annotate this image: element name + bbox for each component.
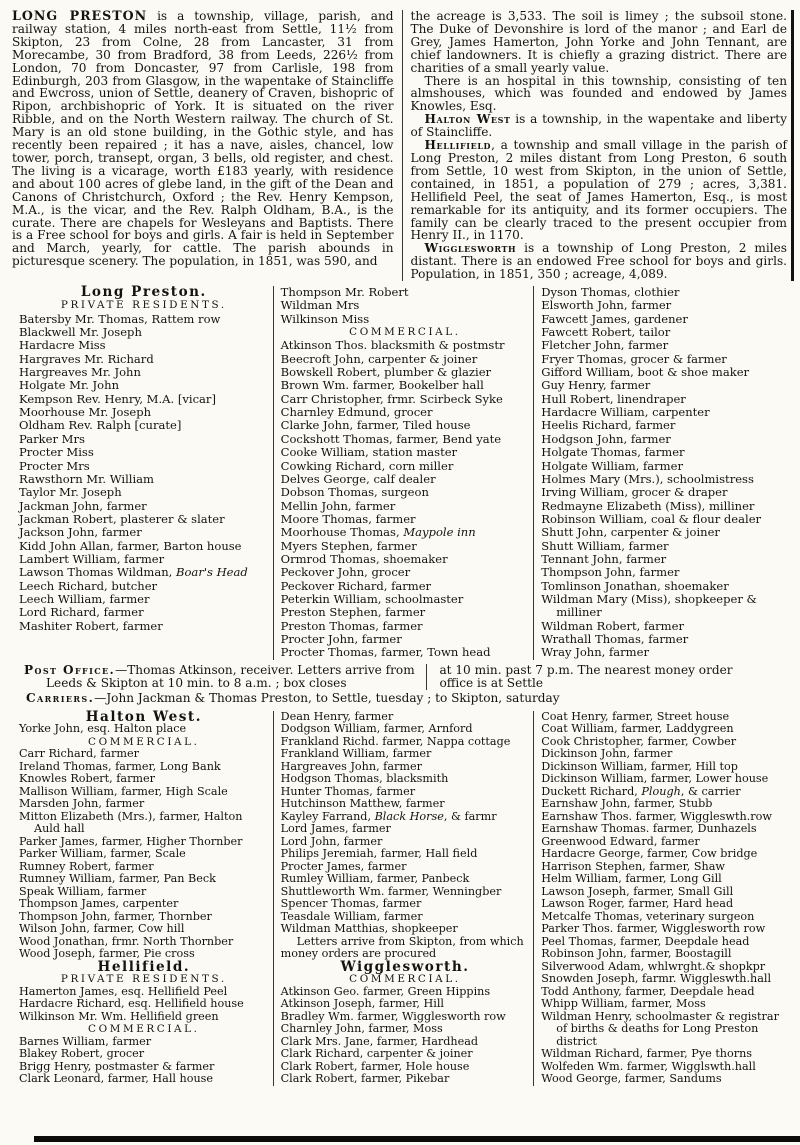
directory-entry: Heelis Richard, farmer [541,418,676,433]
directory-entry: Clark Robert, farmer, Hole house [280,1059,470,1073]
directory-entry: Earnshaw Thomas. farmer, Dunhazels [541,822,757,836]
directory-entry: Speak William, farmer [19,884,147,898]
directory-entry: Hunter Thomas, farmer [280,784,416,798]
directory-entry: Parker Thos. farmer, Wigglesworth row [541,922,766,936]
directory-entry: Wilkinson Miss [280,311,370,326]
directory-entry: Hamerton James, esq. Hellifield Peel [19,984,228,998]
directory-entry: Duckett Richard, Plough, & carrier [541,784,741,798]
carriers-section [12,692,794,705]
post-office-left [12,664,426,691]
directory-entry: Hardacre Miss [19,338,106,353]
directory-entry: Tennant John, farmer [541,551,667,566]
directory-entry: Wood Joseph, farmer, Pie cross [19,947,195,961]
directory-entry: Hutchinson Matthew, farmer [280,797,445,811]
directory-entry: Holgate Thomas, farmer [541,445,685,460]
directory-entry: Cockshott Thomas, farmer, Bend yate [280,431,502,446]
directory-entry: Wilson John, farmer, Cow hill [19,922,185,936]
section-title: Hellifield. [97,958,191,975]
directory-entry: Dyson Thomas, clothier [541,285,680,300]
directory-entry: Procter James, farmer [280,859,407,873]
directory-entry: Peckover Richard, farmer [280,578,432,593]
directory-entry: Dickinson William, farmer, Hill top [541,759,738,773]
directory-entry: Guy Henry, farmer [541,378,651,393]
section-title: Long Preston. [80,284,207,301]
directory-entry: Lambert William, farmer [19,551,165,566]
directory-column-6 [533,711,794,1086]
section-subtitle: PRIVATE RESIDENTS. [60,973,227,986]
directory-entry: Taylor Mr. Joseph [19,485,122,500]
directory-entry: Parker William, farmer, Scale [19,847,186,861]
directory-entry: Rumney Robert, farmer [19,859,154,873]
directory-entry: Wildman Mary (Miss), shopkeeper & milliner [541,591,757,620]
directory-entry: Shuttleworth Wm. farmer, Wenningber [280,884,502,898]
directory-entry: Knowles Robert, farmer [19,772,156,786]
directory-entry: Procter John, farmer [280,631,402,646]
directory-entry: Hardacre William, carpenter [541,405,710,420]
directory-entry: Spencer Thomas, farmer [280,897,422,911]
section-subtitle: COMMERCIAL. [349,326,461,339]
directory-entry: Atkinson Geo. farmer, Green Hippins [280,984,491,998]
directory-entry: Hull Robert, linendraper [541,391,686,406]
directory-entry: Wildman Matthias, shopkeeper [280,922,458,936]
directory-entry: Tomlinson Jonathan, shoemaker [541,578,729,593]
directory-entry: Hargreaves Mr. John [19,365,141,380]
townships-directory [12,708,794,1086]
section-subtitle: COMMERCIAL. [88,1023,200,1036]
directory-entry: Clark Robert, farmer, Pikebar [280,1072,450,1086]
directory-entry: Frankland Richd. farmer, Nappa cottage [280,734,511,748]
directory-entry: Dodgson William, farmer, Arnford [280,722,473,736]
directory-entry: Procter Miss [19,445,94,460]
directory-entry: Hardacre George, farmer, Cow bridge [541,847,758,861]
directory-entry: Myers Stephen, farmer [280,538,417,553]
directory-entry: Preston Stephen, farmer [280,605,426,620]
directory-entry: Clarke John, farmer, Tiled house [280,418,471,433]
directory-entry: Wolfeden Wm. farmer, Wigglswth.hall [541,1059,756,1073]
paragraph-lead: Hellifield [424,138,492,153]
directory-entry: Coat William, farmer, Laddygreen [541,722,734,736]
directory-entry: Fletcher John, farmer [541,338,669,353]
directory-entry: Clark Mrs. Jane, farmer, Hardhead [280,1034,479,1048]
directory-entry: Dean Henry, farmer [280,709,394,723]
directory-entry: Peckover John, grocer [280,565,411,580]
directory-entry: Shutt William, farmer [541,538,669,553]
directory-entry: Parker James, farmer, Higher Thornber [19,834,243,848]
directory-entry: Lawson Joseph, farmer, Small Gill [541,884,734,898]
directory-entry: Beecroft John, carpenter & joiner [280,351,478,366]
directory-entry: Thompson John, farmer, Thornber [19,909,212,923]
carriers-label: Carriers. [26,691,95,706]
directory-entry: Metcalfe Thomas, veterinary surgeon [541,909,755,923]
directory-entry: Frankland William, farmer [280,747,432,761]
directory-entry: Wildman Henry, schoolmaster & registrar of births & deaths for Long Preston district [541,1009,779,1048]
post-office-left-text: —Thomas Atkinson, receiver. Letters arrive from Leeds & Skipton at 10 min. to 8 a.m. ; box closes [46,662,415,690]
directory-entry: Rawsthorn Mr. William [19,471,154,486]
paragraph: Halton West is a township, in the wapentake and liberty of Staincliffe. [410,112,787,140]
paragraph: the acreage is 3,533. The soil is limey ; the subsoil stone. The Duke of Devonshire is lord of the manor ; and Earl de Grey, James Hamerton, John Yorke and John Tennant, are chief landowners. It is chiefly a grazing district. There are charities of a small yearly value. [410,9,787,75]
directory-entry: Lord Richard, farmer [19,605,144,620]
directory-entry: Holmes Mary (Mrs.), schoolmistress [541,471,754,486]
note-text: Letters arrive from Skipton, from which money orders are procured [280,934,524,961]
directory-column-4 [12,708,273,1086]
directory-entry: Silverwood Adam, whlwrght.& shopkpr [541,959,766,973]
directory-entry: Redmayne Elizabeth (Miss), milliner [541,498,755,513]
directory-entry: Wilkinson Mr. Wm. Hellifield green [19,1009,219,1023]
section-title: Halton West. [85,708,202,725]
directory-entry: Mallison William, farmer, High Scale [19,784,228,798]
directory-entry: Atkinson Joseph, farmer, Hill [280,997,444,1011]
directory-column-2 [273,286,534,660]
directory-entry: Clark Leonard, farmer, Hall house [19,1072,214,1086]
directory-entry: Oldham Rev. Ralph [curate] [19,418,182,433]
directory-entry: Thompson James, carpenter [19,897,179,911]
directory-entry: Robinson William, coal & flour dealer [541,511,762,526]
section-subtitle: COMMERCIAL. [88,735,200,748]
paragraph: LONG PRESTON is a township, village, parish, and railway station, 4 miles north-east from Settle, 11½ from Skipton, 23 from Colne, 28 from Lancaster, 31 from Morecambe, 30 from Bradford, 38 from Leeds, 226½ from London, 70 from Doncaster, 97 from Carlisle, 198 from Edinburgh, 203 from Glasgow, in the wapentake of Staincliffe and Ewcross, union of Settle, deanery of Craven, bishopric of Ripon, archbishopric of York. It is situated on the river Ribble, and on the North Western railway. The church of St. Mary is an old stone building, in the Gothic style, and has recently been repaired ; it has a nave, aisles, chancel, low tower, porch, transept, organ, 3 bells, old register, and chest. The living is a vicarage, worth £183 yearly, with residence and about 100 acres of glebe land, in the gift of the Dean and Canons of Christchurch, Oxford ; the Rev. Henry Kempson, M.A., is the vicar, and the Rev. Ralph Oldham, B.A., is the curate. There are chapels for Wesleyans and Baptists. There is a Free school for boys and girls. A fair is held in September and March, yearly, for cattle. The parish abounds in picturesque scenery. The population, in 1851, was 590, and [12,8,394,269]
directory-entry: Holgate William, farmer [541,458,683,473]
directory-entry: Earnshaw Thos. farmer, Wiggleswth.row [541,809,772,823]
directory-entry: Greenwood Edward, farmer [541,834,700,848]
directory-entry: Harrison Stephen, farmer, Shaw [541,859,726,873]
directory-entry: Mellin John, farmer [280,498,396,513]
directory-entry: Teasdale William, farmer [280,909,423,923]
directory-entry: Dobson Thomas, surgeon [280,485,429,500]
directory-entry: Snowden Joseph, farmr. Wiggleswth.hall [541,972,772,986]
directory-entry: Atkinson Thos. blacksmith & postmstr [280,338,505,353]
paragraph-lead: LONG PRESTON [12,8,148,23]
directory-entry: Carr Richard, farmer [19,747,139,761]
directory-entry: Leech Richard, butcher [19,578,158,593]
directory-entry: Hargraves Mr. Richard [19,351,154,366]
directory-entry: Wood George, farmer, Sandums [541,1072,722,1086]
directory-entry: Leech William, farmer [19,591,150,606]
post-office-right-text: at 10 min. past 7 p.m. The nearest money order office is at Settle [439,662,733,690]
directory-entry: Hodgson John, farmer [541,431,671,446]
directory-entry: Peel Thomas, farmer, Deepdale head [541,934,750,948]
directory-entry: Marsden John, farmer [19,797,145,811]
directory-entry: Carr Christopher, frmr. Scirbeck Syke [280,391,503,406]
directory-entry: Moorhouse Thomas, Maypole inn [280,525,476,540]
carriers-text: —John Jackman & Thomas Preston, to Settle, tuesday ; to Skipton, saturday [94,691,560,706]
directory-entry: Todd Anthony, farmer, Deepdale head [541,984,755,998]
directory-entry: Cowking Richard, corn miller [280,458,454,473]
directory-entry: Wray John, farmer [541,645,649,660]
directory-entry: Mitton Elizabeth (Mrs.), farmer, Halton Auld hall [19,809,243,836]
directory-entry: Batersby Mr. Thomas, Rattem row [19,311,221,326]
paragraph: Hellifield, a township and small village in the parish of Long Preston, 2 miles distant from Long Preston, 6 south from Settle, 10 west from Skipton, in the union of Settle, contained, in 1851, a population of 279 ; acres, 3,381. Hellifield Peel, the seat of James Hamerton, Esq., is most remarkable for its antiquity, and its former occupiers. The family can be clearly traced to the present occupier from Henry II., in 1170. [410,138,787,243]
directory-entry: Cooke William, station master [280,445,458,460]
directory-entry: Fryer Thomas, grocer & farmer [541,351,727,366]
directory-entry: Helm William, farmer, Long Gill [541,872,722,886]
directory-entry: Peterkin William, schoolmaster [280,591,464,606]
directory-entry: Wildman Mrs [280,298,360,313]
directory-entry: Mashiter Robert, farmer [19,618,163,633]
directory-entry: Moorhouse Mr. Joseph [19,405,152,420]
directory-entry: Hardacre Richard, esq. Hellifield house [19,997,244,1011]
directory-entry: Lawson Thomas Wildman, Boar's Head [19,565,248,580]
directory-entry: Ormrod Thomas, shoemaker [280,551,448,566]
directory-entry: Wrathall Thomas, farmer [541,631,689,646]
directory-entry: Coat Henry, farmer, Street house [541,709,730,723]
directory-entry: Yorke John, esq. Halton place [19,722,187,736]
directory-entry: Kempson Rev. Henry, M.A. [vicar] [19,391,216,406]
directory-entry: Brigg Henry, postmaster & farmer [19,1059,215,1073]
directory-entry: Hodgson Thomas, blacksmith [280,772,449,786]
directory-entry: Delves George, calf dealer [280,471,436,486]
directory-entry: Bowskell Robert, plumber & glazier [280,365,492,380]
directory-entry: Blakey Robert, grocer [19,1047,145,1061]
post-office-right [426,664,794,691]
directory-entry: Dickinson John, farmer [541,747,673,761]
page-bottom-rule [34,1136,800,1142]
directory-entry: Jackman John, farmer [19,498,147,513]
directory-entry: Cook Christopher, farmer, Cowber [541,734,737,748]
directory-entry: Hargreaves John, farmer [280,759,422,773]
section-subtitle: PRIVATE RESIDENTS. [60,299,227,312]
paragraph: There is an hospital in this township, consisting of ten almshouses, which was founded and endowed by James Knowles, Esq. [410,73,787,114]
directory-entry: Lord John, farmer [280,834,383,848]
intro-section [12,10,794,281]
section-subtitle: COMMERCIAL. [349,973,461,986]
paragraph-lead: Wigglesworth [424,241,517,256]
directory-entry: Preston Thomas, farmer [280,618,423,633]
directory-entry: Kayley Farrand, Black Horse, & farmr [280,809,497,823]
directory-entry: Ireland Thomas, farmer, Long Bank [19,759,221,773]
directory-entry: Earnshaw John, farmer, Stubb [541,797,713,811]
directory-entry: Parker Mrs [19,431,85,446]
directory-entry: Charnley John, farmer, Moss [280,1022,443,1036]
directory-entry: Thompson Mr. Robert [280,285,409,300]
directory-column-5 [273,711,534,1086]
directory-entry: Lord James, farmer [280,822,391,836]
directory-entry: Rumney William, farmer, Pan Beck [19,872,216,886]
directory-column-1 [12,286,273,660]
directory-entry: Jackson John, farmer [19,525,142,540]
directory-entry: Thompson John, farmer [541,565,680,580]
section-title: Wigglesworth. [340,958,470,975]
directory-entry: Whipp William, farmer, Moss [541,997,706,1011]
directory-entry: Elsworth John, farmer [541,298,672,313]
directory-entry: Wildman Richard, farmer, Pye thorns [541,1047,753,1061]
directory-entry: Brown Wm. farmer, Bookelber hall [280,378,484,393]
directory-entry: Barnes William, farmer [19,1034,152,1048]
intro-column-left [12,10,402,281]
directory-entry: Robinson John, farmer, Boostagill [541,947,732,961]
directory-entry: Blackwell Mr. Joseph [19,325,142,340]
long-preston-directory [12,286,794,660]
directory-entry: Fawcett Robert, tailor [541,325,671,340]
paragraph: Wigglesworth is a township of Long Preston, 2 miles distant. There is an endowed Free school for boys and girls. Population, in 1851, 350 ; acreage, 4,089. [410,241,787,282]
directory-entry: Holgate Mr. John [19,378,120,393]
post-office-section [12,664,794,691]
directory-entry: Procter Thomas, farmer, Town head [280,645,491,660]
directory-entry: Procter Mrs [19,458,90,473]
directory-entry: Rumley William, farmer, Panbeck [280,872,470,886]
directory-entry: Gifford William, boot & shoe maker [541,365,750,380]
directory-entry: Shutt John, carpenter & joiner [541,525,720,540]
directory-entry: Kidd John Allan, farmer, Barton house [19,538,242,553]
intro-column-right [402,10,792,281]
directory-entry: Lawson Roger, farmer, Hard head [541,897,734,911]
directory-entry: Charnley Edmund, grocer [280,405,433,420]
directory-entry: Moore Thomas, farmer [280,511,416,526]
directory-entry: Wood Jonathan, frmr. North Thornber [19,934,234,948]
paragraph-lead: Halton West [424,112,511,127]
directory-entry: Dickinson William, farmer, Lower house [541,772,769,786]
post-office-label: Post Office. [24,662,116,677]
directory-entry: Jackman Robert, plasterer & slater [19,511,225,526]
directory-entry: Wildman Robert, farmer [541,618,684,633]
directory-entry: Bradley Wm. farmer, Wigglesworth row [280,1009,506,1023]
directory-entry: Irving William, grocer & draper [541,485,728,500]
directory-entry: Fawcett James, gardener [541,311,688,326]
directory-entry: Clark Richard, carpenter & joiner [280,1047,473,1061]
directory-column-3 [533,286,794,660]
directory-entry: Philips Jeremiah, farmer, Hall field [280,847,478,861]
